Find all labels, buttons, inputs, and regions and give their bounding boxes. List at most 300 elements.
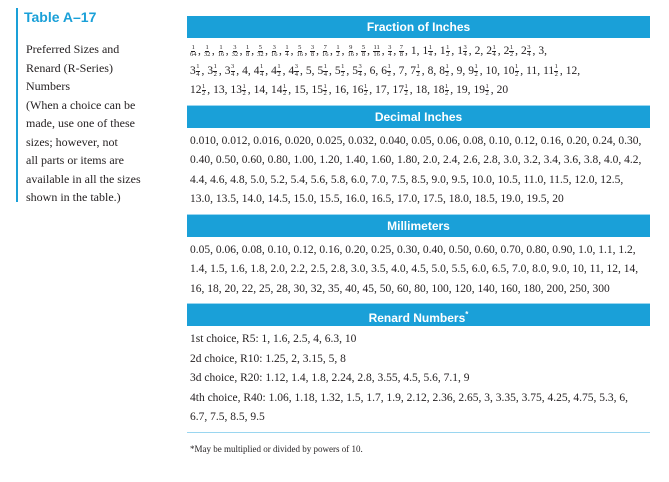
fraction-value xyxy=(474,81,497,101)
whole-number: 2 xyxy=(474,45,481,57)
numerator: 11 xyxy=(373,43,380,51)
separator: , xyxy=(290,45,294,57)
separator: , xyxy=(311,64,315,77)
separator: , xyxy=(559,64,563,77)
fraction-value xyxy=(242,62,254,82)
fraction-value xyxy=(348,42,362,62)
numerator: 1 xyxy=(515,63,519,71)
fraction-value xyxy=(428,62,440,82)
denominator: 2 xyxy=(242,90,246,98)
whole-number: 8 xyxy=(427,64,434,77)
denominator: 4 xyxy=(388,51,392,59)
whole-number: 16 xyxy=(334,84,347,96)
denominator: 2 xyxy=(387,70,391,78)
renard-line: 3d choice, R20: 1.12, 1.4, 1.8, 2.24, 2.8, 3.55, 4.5, 5.6, 7.1, 9 xyxy=(190,372,470,384)
separator: , xyxy=(451,45,455,57)
denominator: 16 xyxy=(322,51,329,59)
denominator: 2 xyxy=(213,70,217,78)
left-accent-rule xyxy=(16,8,18,202)
stacked-fraction xyxy=(463,45,467,59)
separator: , xyxy=(247,64,251,77)
fraction-value xyxy=(361,42,373,62)
millimeters-line: 16, 18, 20, 22, 25, 28, 30, 32, 35, 40, 45, 50, 60, 80, 100, 120, 140, 160, 180, 200, 250, 300 xyxy=(190,282,610,295)
fraction-value xyxy=(225,62,242,82)
decimal-line: 0.40, 0.50, 0.60, 0.80, 1.00, 1.20, 1.40, 1.60, 1.80, 2.0, 2.4, 2.6, 2.8, 3.0, 3.2, 3.4, 3.6, 3.8, 4.0, 4.2, xyxy=(190,154,642,166)
stacked-fraction xyxy=(399,45,403,59)
denominator: 2 xyxy=(474,70,478,78)
numerator: 1 xyxy=(285,43,289,51)
stacked-fraction xyxy=(190,45,197,59)
separator: , xyxy=(450,84,454,96)
separator: , xyxy=(236,64,240,77)
numerator: 3 xyxy=(310,43,315,51)
stacked-fraction xyxy=(213,64,217,78)
denominator: 64 xyxy=(190,51,197,59)
separator: , xyxy=(328,84,332,96)
fraction-value xyxy=(373,42,388,62)
numerator: 7 xyxy=(399,43,404,51)
stacked-fraction xyxy=(358,64,362,78)
separator: , xyxy=(375,64,379,77)
denominator: 4 xyxy=(260,70,264,78)
renard-body xyxy=(187,326,650,432)
stacked-fraction xyxy=(445,84,449,98)
numerator: 1 xyxy=(364,82,368,90)
fraction-value xyxy=(318,62,335,82)
renard-line: 1st choice, R5: 1, 1.6, 2.5, 4, 6.3, 10 xyxy=(190,333,357,345)
fraction-value xyxy=(393,81,416,101)
fraction-value xyxy=(497,81,509,101)
numerator: 1 xyxy=(246,43,250,51)
numerator: 3 xyxy=(294,63,298,71)
whole-number: 3 xyxy=(207,64,214,77)
separator: , xyxy=(433,64,437,77)
numerator: 1 xyxy=(416,63,420,71)
numerator: 1 xyxy=(445,82,449,90)
separator: , xyxy=(211,45,215,57)
numerator: 1 xyxy=(445,63,449,71)
denominator: 32 xyxy=(231,51,239,59)
whole-number: 11 xyxy=(543,64,555,77)
numerator: 1 xyxy=(474,63,478,71)
denominator: 4 xyxy=(231,70,235,78)
numerator: 3 xyxy=(527,43,531,51)
whole-number: 5 xyxy=(317,64,324,77)
numerator: 3 xyxy=(233,43,237,51)
whole-number: 5 xyxy=(334,64,341,77)
numerator: 3 xyxy=(388,43,392,51)
numerator: 1 xyxy=(404,82,408,90)
denominator: 2 xyxy=(416,70,420,78)
whole-number: 8 xyxy=(439,64,445,77)
denominator: 2 xyxy=(445,70,449,78)
whole-number: 18 xyxy=(433,84,445,96)
numerator: 1 xyxy=(213,63,217,71)
stacked-fraction xyxy=(348,45,355,59)
separator: , xyxy=(386,84,390,96)
fraction-value xyxy=(566,62,583,82)
separator: , xyxy=(330,45,333,57)
fraction-value xyxy=(312,81,335,101)
whole-number: 17 xyxy=(375,84,387,96)
fraction-value xyxy=(456,81,473,101)
numerator: 3 xyxy=(231,63,235,71)
millimeters-section xyxy=(187,215,650,305)
stacked-fraction xyxy=(323,84,327,98)
stacked-fraction xyxy=(246,45,250,59)
stacked-fraction xyxy=(364,84,368,98)
denominator: 2 xyxy=(323,90,327,98)
separator: , xyxy=(405,45,408,57)
denominator: 4 xyxy=(196,70,200,78)
fraction-value xyxy=(289,62,306,82)
denominator: 2 xyxy=(283,90,287,98)
numerator: 3 xyxy=(272,43,276,51)
separator: , xyxy=(393,45,397,57)
stacked-fraction xyxy=(404,84,408,98)
fraction-value xyxy=(433,81,456,101)
renard-section xyxy=(187,304,650,433)
decimal-section xyxy=(187,106,650,215)
fraction-value xyxy=(503,62,526,82)
numerator: 7 xyxy=(323,43,327,51)
stacked-fraction xyxy=(257,45,264,59)
separator: , xyxy=(381,45,385,57)
fraction-value xyxy=(543,62,566,82)
stacked-fraction xyxy=(242,84,246,98)
whole-number: 2 xyxy=(486,45,493,57)
whole-number: 2 xyxy=(521,45,527,57)
fraction-value xyxy=(190,62,207,82)
numerator: 1 xyxy=(260,63,264,71)
millimeters-line: 0.05, 0.06, 0.08, 0.10, 0.12, 0.16, 0.20, 0.25, 0.30, 0.40, 0.50, 0.60, 0.70, 0.80, 0.90, 1.0, 1.1, 1.2, xyxy=(190,243,636,256)
fraction-value xyxy=(231,81,254,101)
separator: , xyxy=(279,45,282,57)
fraction-value xyxy=(190,42,204,62)
denominator: 2 xyxy=(509,51,514,59)
separator: , xyxy=(265,45,268,57)
denominator: 16 xyxy=(373,51,380,59)
stacked-fraction xyxy=(322,45,329,59)
whole-number: 15 xyxy=(311,84,323,96)
decimal-line: 13.0, 13.5, 14.0, 14.5, 15.0, 15.5, 16.0, 16.5, 17.0, 17.5, 18.0, 18.5, 19.0, 19.5, 20 xyxy=(190,193,564,205)
denominator: 2 xyxy=(341,70,345,78)
numerator: 1 xyxy=(428,43,433,51)
separator: , xyxy=(532,45,536,57)
fraction-value xyxy=(416,81,433,101)
denominator: 16 xyxy=(296,51,303,59)
separator: , xyxy=(520,64,524,77)
stacked-fraction xyxy=(445,64,449,78)
whole-number: 2 xyxy=(503,45,510,57)
fraction-value xyxy=(218,42,232,62)
separator: , xyxy=(450,64,454,77)
denominator: 8 xyxy=(361,51,366,59)
whole-number: 5 xyxy=(352,64,358,77)
separator: , xyxy=(497,64,500,77)
whole-number: 1 xyxy=(457,45,464,57)
stacked-fraction xyxy=(416,64,420,78)
whole-number: 3 xyxy=(190,64,196,77)
numerator: 1 xyxy=(283,82,287,90)
fraction-value xyxy=(486,42,503,62)
denominator: 4 xyxy=(294,70,298,78)
separator: , xyxy=(265,84,268,96)
separator: , xyxy=(409,84,413,96)
whole-number: 4 xyxy=(288,64,295,77)
decimal-header: Decimal Inches xyxy=(187,106,650,128)
table-caption xyxy=(26,40,176,207)
denominator: 2 xyxy=(364,90,368,98)
numerator: 1 xyxy=(485,82,489,90)
numerator: 1 xyxy=(219,43,223,51)
separator: , xyxy=(218,64,222,77)
separator: , xyxy=(537,64,541,77)
numerator: 1 xyxy=(554,63,558,71)
caption-line: available in all the sizes xyxy=(26,171,141,186)
denominator: 8 xyxy=(310,51,315,59)
denominator: 2 xyxy=(404,90,408,98)
fraction-header: Fraction of Inches xyxy=(187,16,650,38)
separator: , xyxy=(251,45,255,57)
caption-line: (When a choice can be xyxy=(26,97,136,112)
separator: , xyxy=(577,64,581,77)
whole-number: 4 xyxy=(253,64,260,77)
fraction-value xyxy=(297,42,311,62)
denominator: 4 xyxy=(527,51,531,59)
numerator: 1 xyxy=(205,43,209,51)
fraction-value xyxy=(207,62,224,82)
separator: , xyxy=(515,45,519,57)
footnote: *May be multiplied or divided by powers of 10. xyxy=(190,444,363,454)
whole-number: 18 xyxy=(415,84,428,96)
fraction-row xyxy=(190,81,646,101)
caption-line: Preferred Sizes and xyxy=(26,42,120,56)
denominator: 2 xyxy=(277,70,281,78)
separator: , xyxy=(282,64,286,77)
stacked-fraction xyxy=(336,45,340,59)
fraction-value xyxy=(335,81,352,101)
whole-number: 17 xyxy=(392,84,404,96)
numerator: 1 xyxy=(202,82,206,90)
renard-line: 6.7, 7.5, 8.5, 9.5 xyxy=(190,411,265,423)
numerator: 1 xyxy=(323,63,327,71)
separator: , xyxy=(497,45,501,57)
denominator: 2 xyxy=(446,51,450,59)
separator: , xyxy=(468,45,472,57)
whole-number: 13 xyxy=(213,84,225,96)
separator: , xyxy=(479,64,483,77)
whole-number: 1 xyxy=(439,45,446,57)
stacked-fraction xyxy=(387,64,391,78)
stacked-fraction xyxy=(231,64,235,78)
separator: , xyxy=(462,64,466,77)
denominator: 4 xyxy=(492,51,496,59)
whole-number: 1 xyxy=(422,45,429,57)
table-label: Table A–17 xyxy=(24,9,97,25)
fraction-value xyxy=(411,42,423,62)
denominator: 16 xyxy=(347,51,354,59)
whole-number: 14 xyxy=(253,84,266,96)
fraction-value xyxy=(475,42,487,62)
whole-number: 13 xyxy=(230,84,242,96)
renard-header-text: Renard Numbers xyxy=(368,311,466,325)
numerator: 1 xyxy=(336,43,340,51)
separator: , xyxy=(198,45,201,57)
stacked-fraction xyxy=(509,45,513,59)
whole-number: 19 xyxy=(456,84,468,96)
fraction-value xyxy=(538,42,550,62)
fraction-value xyxy=(204,42,218,62)
whole-number: 12 xyxy=(190,84,202,96)
fraction-value xyxy=(254,62,271,82)
whole-number: 12 xyxy=(565,64,578,77)
numerator: 1 xyxy=(341,63,345,71)
whole-number: 1 xyxy=(410,45,417,57)
fraction-value xyxy=(257,42,271,62)
separator: , xyxy=(346,64,350,77)
fraction-value xyxy=(352,81,375,101)
decimal-body xyxy=(187,128,650,214)
separator: , xyxy=(304,45,308,57)
separator: , xyxy=(300,64,303,77)
fraction-value xyxy=(457,62,469,82)
fraction-value xyxy=(521,42,538,62)
numerator: 5 xyxy=(298,43,302,51)
fraction-value xyxy=(336,42,348,62)
numerator: 9 xyxy=(349,43,353,51)
millimeters-header: Millimeters xyxy=(187,215,650,237)
fraction-section xyxy=(187,16,650,106)
fraction-value xyxy=(457,42,474,62)
numerator: 1 xyxy=(242,82,246,90)
stacked-fraction xyxy=(196,64,200,78)
separator: , xyxy=(434,45,437,57)
caption-line: Numbers xyxy=(26,79,70,93)
whole-number: 7 xyxy=(410,64,416,77)
stacked-fraction xyxy=(361,45,365,59)
fraction-value xyxy=(294,81,311,101)
denominator: 32 xyxy=(203,51,211,59)
denominator: 2 xyxy=(515,70,519,78)
caption-line: sizes; however, not xyxy=(26,134,118,149)
fraction-value xyxy=(423,42,440,62)
separator: , xyxy=(265,64,269,77)
millimeters-body xyxy=(187,237,650,304)
fraction-value xyxy=(335,62,352,82)
fraction-value xyxy=(399,62,411,82)
fraction-value xyxy=(322,42,336,62)
numerator: 1 xyxy=(387,63,391,71)
renard-line: 2d choice, R10: 1.25, 2, 3.15, 5, 8 xyxy=(190,352,346,365)
separator: , xyxy=(225,45,229,57)
separator: , xyxy=(367,45,370,57)
separator: , xyxy=(329,64,332,77)
denominator: 8 xyxy=(399,51,404,59)
whole-number: 9 xyxy=(468,64,474,77)
whole-number: 15 xyxy=(294,84,306,96)
stacked-fraction xyxy=(373,45,380,59)
stacked-fraction xyxy=(388,45,392,59)
whole-number: 4 xyxy=(271,64,277,77)
denominator: 4 xyxy=(358,70,362,78)
caption-line: all parts or items are xyxy=(26,153,124,167)
stacked-fraction xyxy=(232,45,239,59)
stacked-fraction xyxy=(492,45,496,59)
separator: , xyxy=(467,84,471,96)
fraction-value xyxy=(246,42,258,62)
fraction-row xyxy=(190,42,646,62)
separator: , xyxy=(427,84,430,96)
separator: , xyxy=(305,84,309,96)
whole-number: 7 xyxy=(398,64,405,77)
fraction-value xyxy=(439,62,456,82)
separator: , xyxy=(416,45,420,57)
stacked-fraction xyxy=(283,84,287,98)
whole-number: 14 xyxy=(271,84,283,96)
fraction-value xyxy=(486,62,503,82)
decimal-line: 4.4, 4.6, 4.8, 5.0, 5.2, 5.4, 5.6, 5.8, 6.0, 7.0, 7.5, 8.5, 9.0, 9.5, 10.0, 10.5, 11.0, 11.5, 12.0, 12.5, xyxy=(190,173,624,186)
fraction-body xyxy=(187,38,650,105)
stacked-fraction xyxy=(446,45,450,59)
fraction-value xyxy=(271,81,294,101)
decimal-line: 0.010, 0.012, 0.016, 0.020, 0.025, 0.032, 0.040, 0.05, 0.06, 0.08, 0.10, 0.12, 0.16, 0.20, 0.24, 0.30, xyxy=(190,134,642,147)
separator: , xyxy=(224,84,228,96)
fraction-value xyxy=(271,42,285,62)
denominator: 2 xyxy=(554,70,558,78)
stacked-fraction xyxy=(260,64,264,78)
stacked-fraction xyxy=(202,84,206,98)
stacked-fraction xyxy=(271,45,278,59)
numerator: 1 xyxy=(277,63,281,71)
numerator: 3 xyxy=(358,63,362,71)
separator: , xyxy=(341,45,345,57)
fraction-value xyxy=(352,62,369,82)
whole-number: 3 xyxy=(224,64,231,77)
separator: , xyxy=(355,45,359,57)
preferred-sizes-table xyxy=(187,16,650,433)
whole-number: 19 xyxy=(473,84,485,96)
whole-number: 6 xyxy=(369,64,376,77)
stacked-fraction xyxy=(485,84,489,98)
separator: , xyxy=(207,84,211,96)
separator: , xyxy=(421,64,425,77)
stacked-fraction xyxy=(218,45,225,59)
whole-number: 10 xyxy=(503,64,515,77)
separator: , xyxy=(369,84,373,96)
numerator: 5 xyxy=(361,43,366,51)
separator: , xyxy=(392,64,396,77)
numerator: 1 xyxy=(323,82,327,90)
whole-number: 20 xyxy=(496,84,509,96)
stacked-fraction xyxy=(341,64,345,78)
stacked-fraction xyxy=(277,64,281,78)
numerator: 1 xyxy=(191,43,195,51)
caption-line: made, use one of these xyxy=(26,116,135,130)
fraction-value xyxy=(375,81,392,101)
renard-line: 4th choice, R40: 1.06, 1.18, 1.32, 1.5, 1.7, 1.9, 2.12, 2.36, 2.65, 3, 3.35, 3.75, 4.25, 4.75, 5.3, 6, xyxy=(190,391,628,404)
fraction-value xyxy=(468,62,485,82)
separator: , xyxy=(239,45,243,57)
stacked-fraction xyxy=(323,64,327,78)
stacked-fraction xyxy=(285,45,289,59)
fraction-value xyxy=(306,62,318,82)
renard-header xyxy=(187,304,650,326)
fraction-value xyxy=(526,62,543,82)
fraction-row xyxy=(190,62,646,82)
whole-number: 16 xyxy=(352,84,364,96)
separator: , xyxy=(480,45,484,57)
